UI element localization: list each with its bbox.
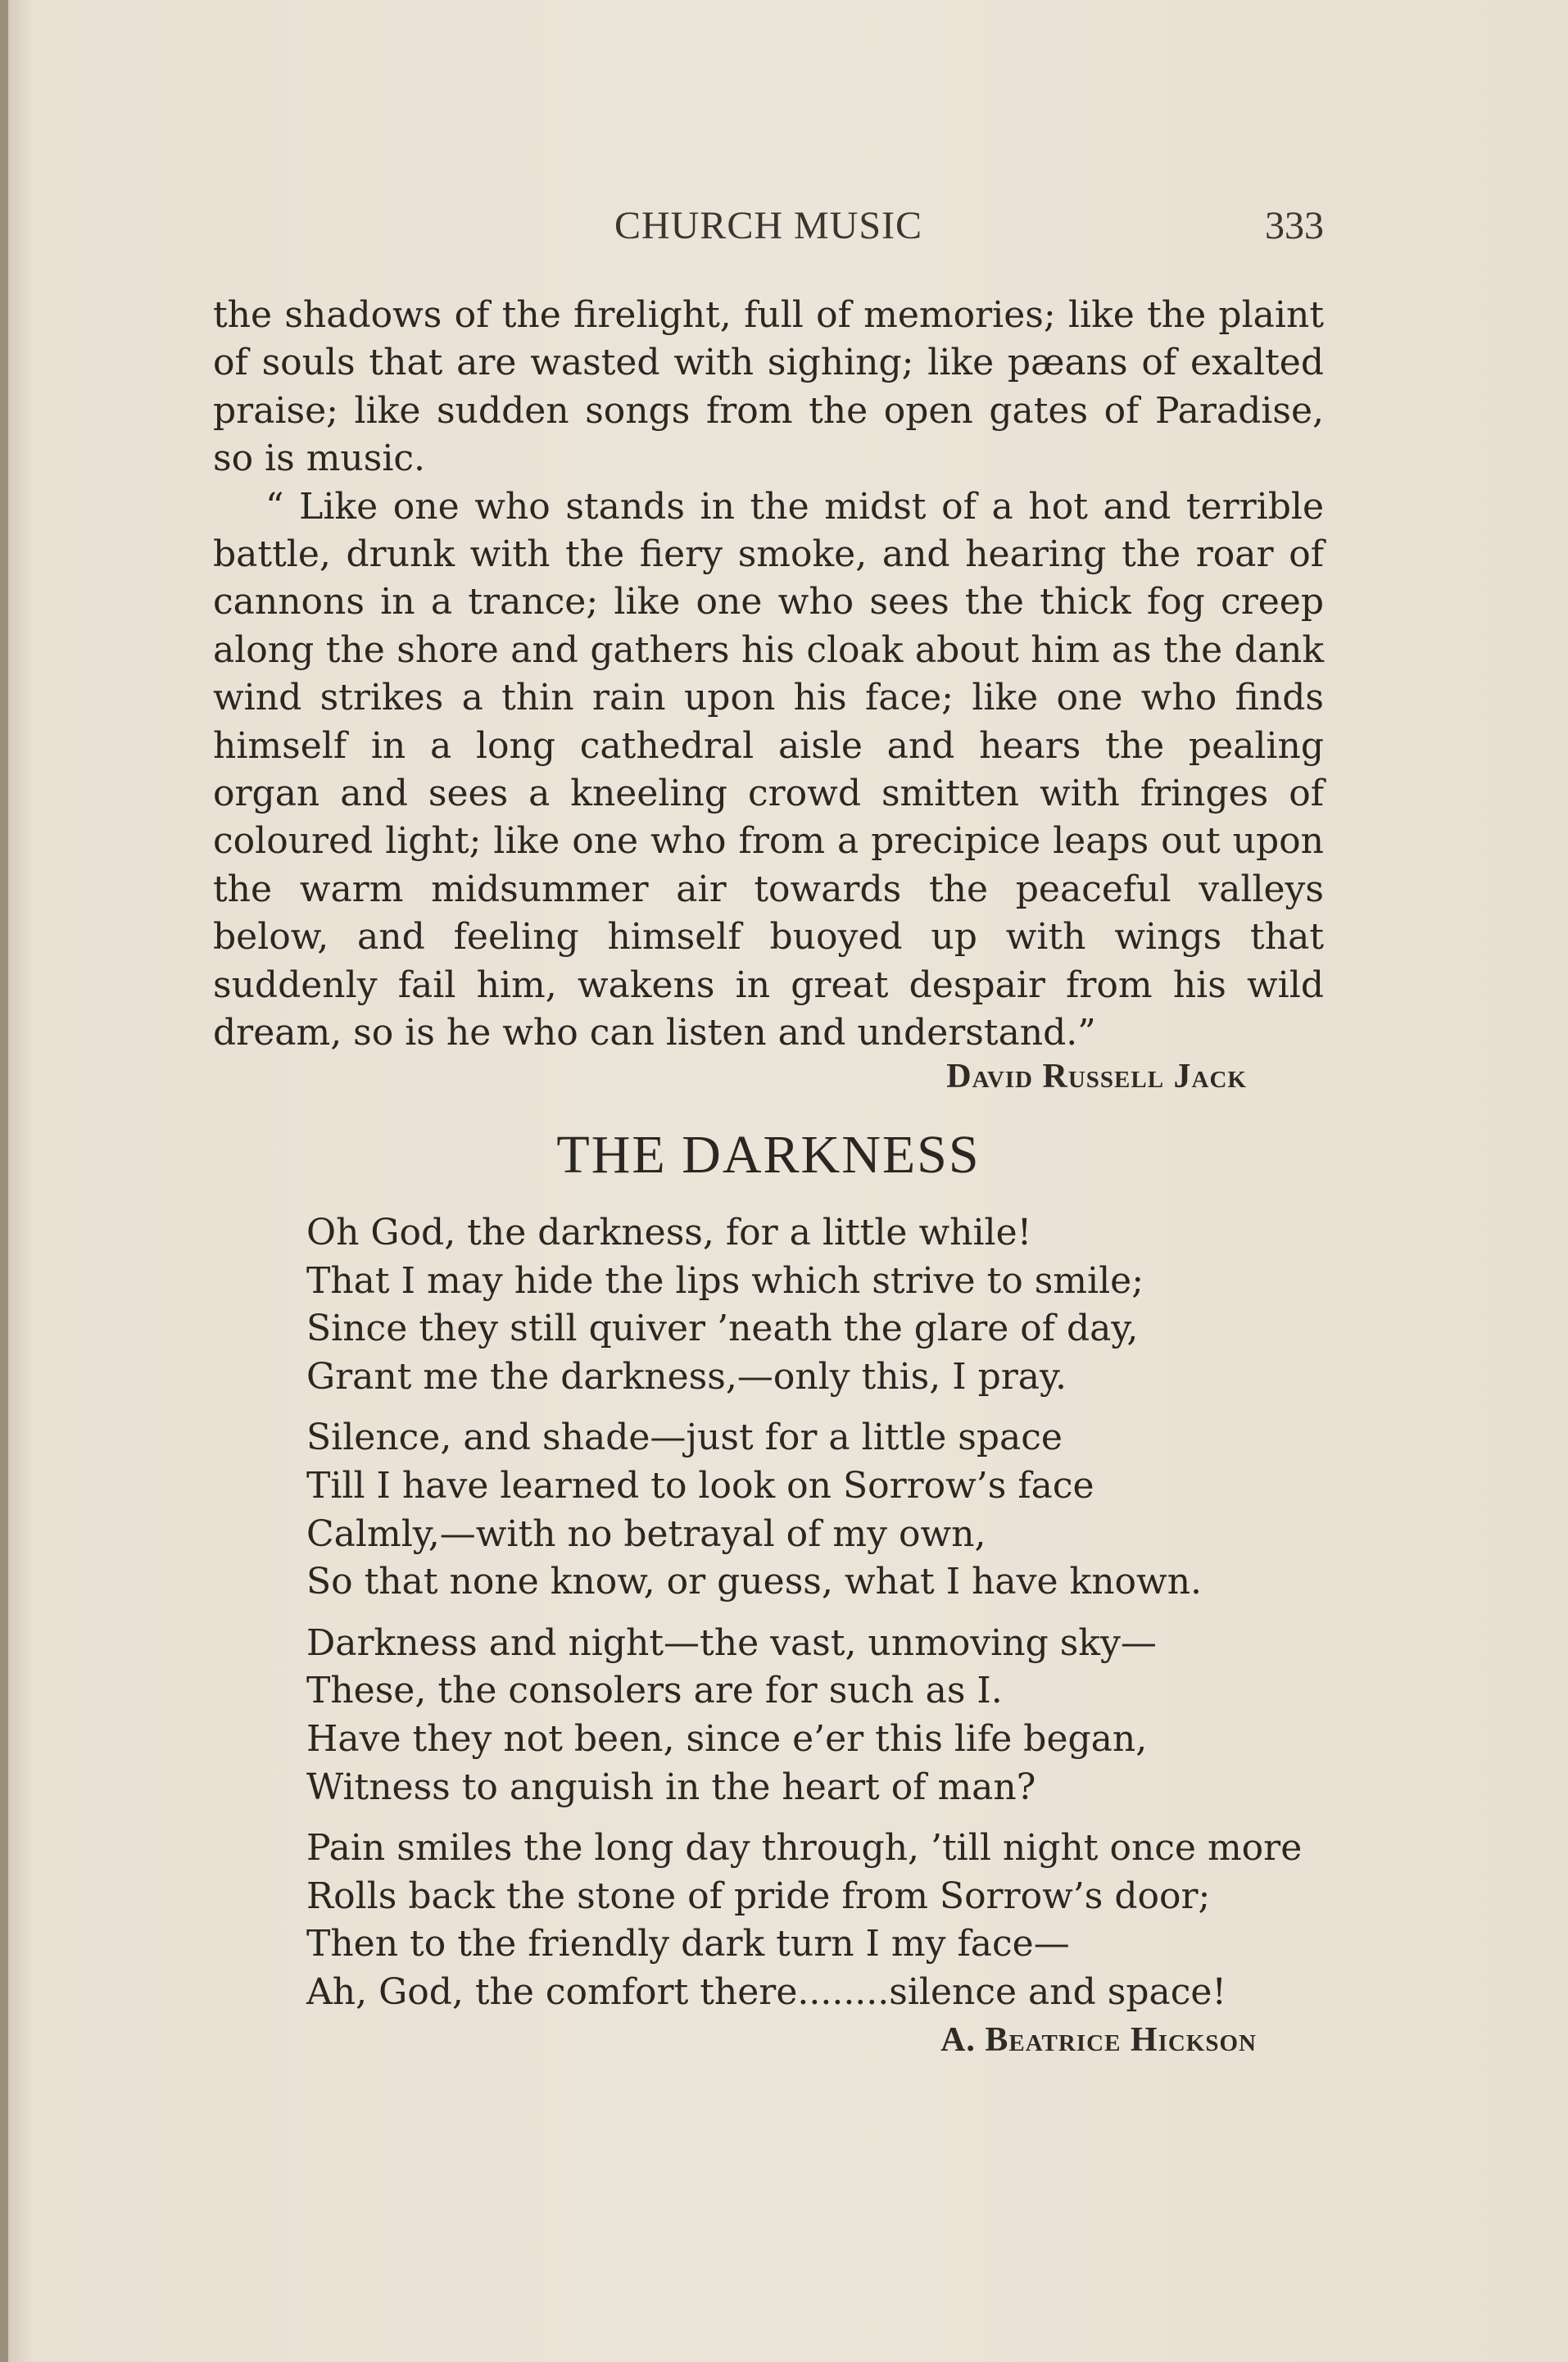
poem-line: Rolls back the stone of pride from Sorrow’s door;: [306, 1875, 1211, 1917]
poem-line: So that none know, or guess, what I have known.: [306, 1561, 1203, 1603]
prose-section: [213, 292, 1324, 1058]
poem-stanza: [306, 1414, 1355, 1606]
poem-line: Grant me the darkness,—only this, I pray.: [306, 1355, 1067, 1398]
prose-author: David Russell Jack: [946, 1058, 1247, 1095]
poem-line: That I may hide the lips which strive to smile;: [306, 1259, 1144, 1302]
poem-line: Then to the friendly dark turn I my face—: [306, 1923, 1070, 1965]
poem-stanza: [306, 1620, 1355, 1811]
page-gutter: [0, 0, 8, 2362]
poem-body: [306, 1209, 1355, 2030]
poem-line: Pain smiles the long day through, ’till night once more: [306, 1827, 1303, 1870]
poem-line: Darkness and night—the vast, unmoving sky—: [306, 1621, 1157, 1664]
poem-author: A. Beatrice Hickson: [940, 2021, 1257, 2059]
running-head: [213, 203, 1324, 261]
poem-line: These, the consolers are for such as I.: [306, 1670, 1003, 1712]
poem-line: Silence, and shade—just for a little space: [306, 1417, 1063, 1459]
poem-line: Since they still quiver ’neath the glare of day,: [306, 1308, 1139, 1350]
prose-paragraph-quote: “ Like one who stands in the midst of a hot and terrible battle, drunk with the fiery smoke, and hearing the roar of cannons in a trance; like one who sees the thick fog creep along the shore and gathers his cloak about him as the dank wind strikes a thin rain upon his face; like one who finds himself in a long cathedral aisle and hears the pealing organ and sees a kneeling crowd smitten with fringes of coloured light; like one who from a precipice leaps out upon the warm midsummer air towards the peaceful valleys below, and feeling himself buoyed up with wings that suddenly fail him, wakens in great despair from his wild dream, so is he who can listen and understand.”: [213, 485, 1324, 1054]
poem-stanza: [306, 1825, 1355, 2016]
poem-line: Till I have learned to look on Sorrow’s face: [306, 1464, 1094, 1507]
poem-line: Have they not been, since e’er this life began,: [306, 1717, 1148, 1760]
page-number: 333: [1265, 204, 1324, 247]
poem-stanza: [306, 1209, 1355, 1401]
prose-paragraph-continued: the shadows of the firelight, full of memories; like the plaint of souls that are wasted with sighing; like pæans of exalted praise; like sudden songs from the open gates of Paradise, so is music.: [213, 294, 1324, 480]
poem-line: Ah, God, the comfort there........silence and space!: [306, 1970, 1227, 2013]
poem-line: Calmly,—with no betrayal of my own,: [306, 1512, 986, 1555]
poem-line: Witness to anguish in the heart of man?: [306, 1766, 1036, 1808]
poem-line: Oh God, the darkness, for a little while!: [306, 1212, 1032, 1254]
poem-title: THE DARKNESS: [556, 1125, 981, 1185]
running-title: CHURCH MUSIC: [614, 204, 923, 247]
